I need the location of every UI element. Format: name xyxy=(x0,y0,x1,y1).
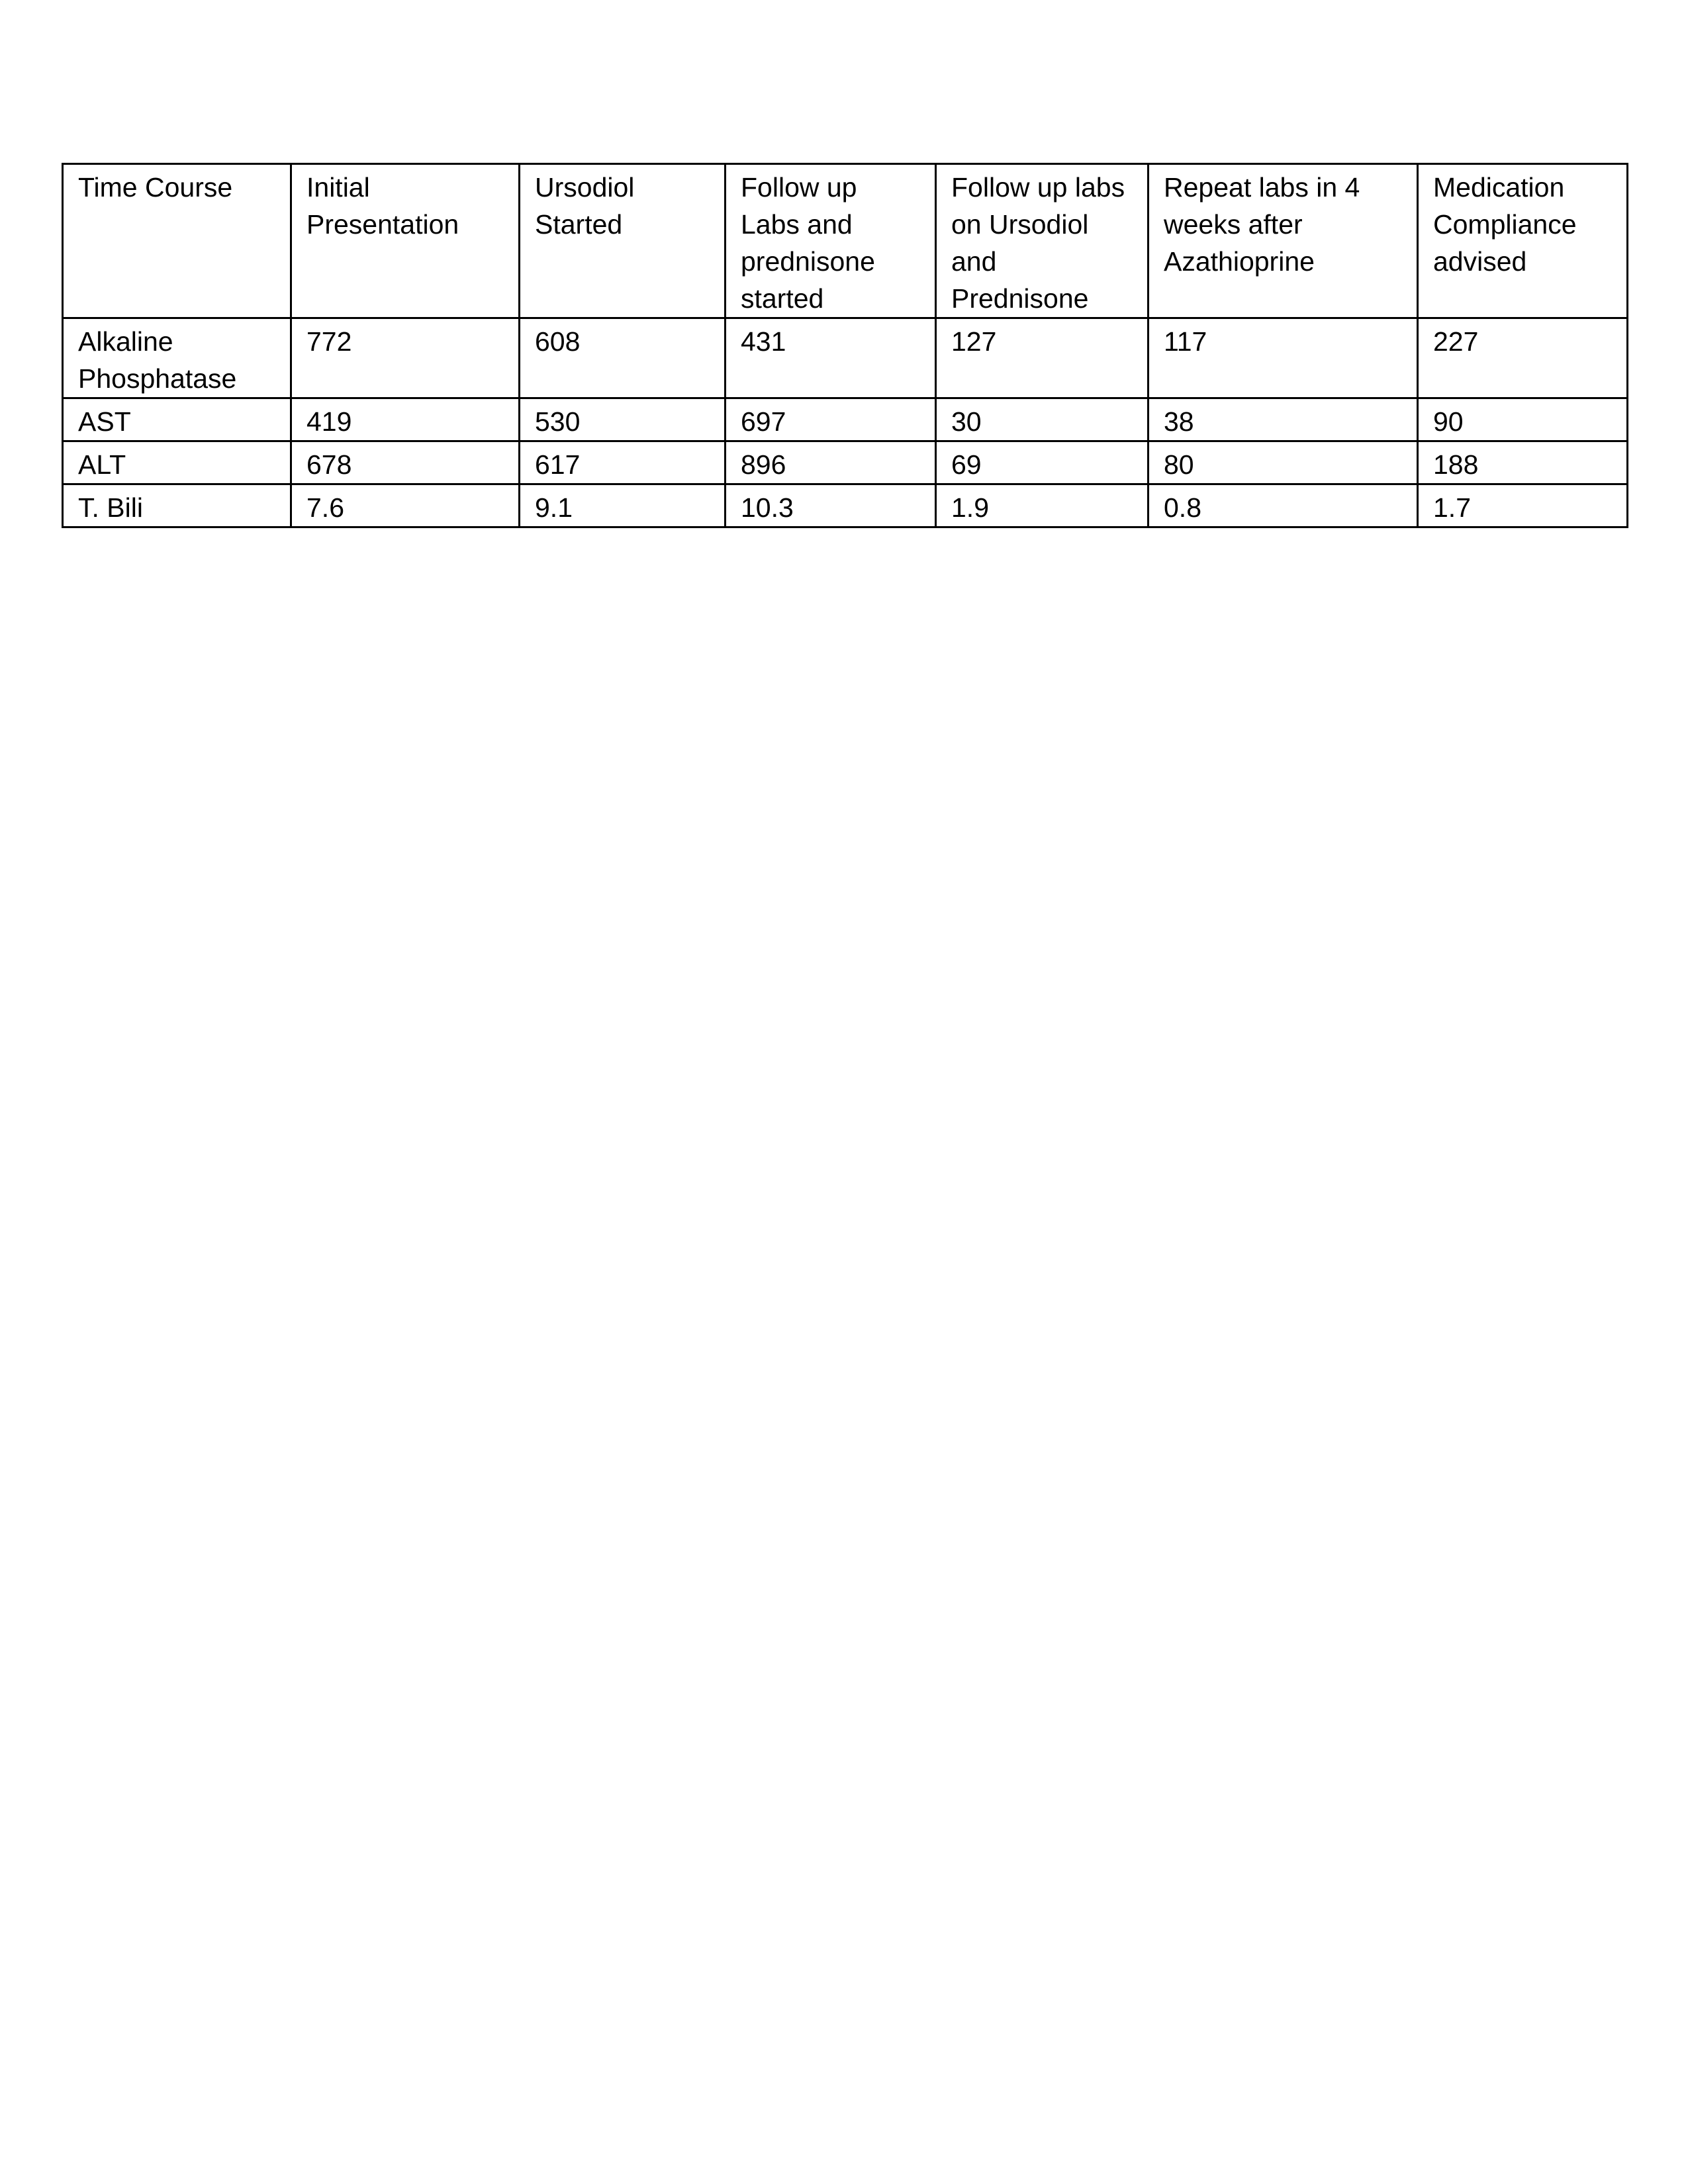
table-cell: 30 xyxy=(936,398,1149,441)
table-cell: 227 xyxy=(1418,318,1628,398)
lab-results-table xyxy=(62,163,1628,528)
header-cell-initial-presentation: Initial Presentation xyxy=(291,164,520,318)
header-cell-time-course: Time Course xyxy=(63,164,291,318)
header-cell-repeat-labs-azathioprine: Repeat labs in 4 weeks after Azathioprine xyxy=(1149,164,1418,318)
table-cell: 90 xyxy=(1418,398,1628,441)
table-cell: 896 xyxy=(726,441,936,484)
table-cell: 69 xyxy=(936,441,1149,484)
table-cell: 188 xyxy=(1418,441,1628,484)
table-cell: 772 xyxy=(291,318,520,398)
table-cell: 431 xyxy=(726,318,936,398)
table-row-t-bili xyxy=(63,484,1628,527)
header-cell-follow-up-labs-prednisone: Follow up Labs and prednisone started xyxy=(726,164,936,318)
row-label: T. Bili xyxy=(63,484,291,527)
table-cell: 117 xyxy=(1149,318,1418,398)
table-cell: 9.1 xyxy=(520,484,726,527)
row-label: ALT xyxy=(63,441,291,484)
table-cell: 678 xyxy=(291,441,520,484)
table-cell: 0.8 xyxy=(1149,484,1418,527)
table-cell: 1.7 xyxy=(1418,484,1628,527)
table-row-alkaline-phosphatase xyxy=(63,318,1628,398)
row-label: AST xyxy=(63,398,291,441)
table-cell: 530 xyxy=(520,398,726,441)
table-cell: 1.9 xyxy=(936,484,1149,527)
table-cell: 38 xyxy=(1149,398,1418,441)
table-cell: 7.6 xyxy=(291,484,520,527)
header-cell-follow-up-labs-ursodiol-prednisone: Follow up labs on Ursodiol and Prednisone xyxy=(936,164,1149,318)
table-cell: 80 xyxy=(1149,441,1418,484)
table-cell: 127 xyxy=(936,318,1149,398)
header-cell-medication-compliance: Medication Compliance advised xyxy=(1418,164,1628,318)
table-cell: 10.3 xyxy=(726,484,936,527)
table-cell: 617 xyxy=(520,441,726,484)
table-cell: 697 xyxy=(726,398,936,441)
table-cell: 608 xyxy=(520,318,726,398)
table-cell: 419 xyxy=(291,398,520,441)
row-label: Alkaline Phosphatase xyxy=(63,318,291,398)
table-row-ast xyxy=(63,398,1628,441)
table-row-alt xyxy=(63,441,1628,484)
table-header-row xyxy=(63,164,1628,318)
header-cell-ursodiol-started: Ursodiol Started xyxy=(520,164,726,318)
